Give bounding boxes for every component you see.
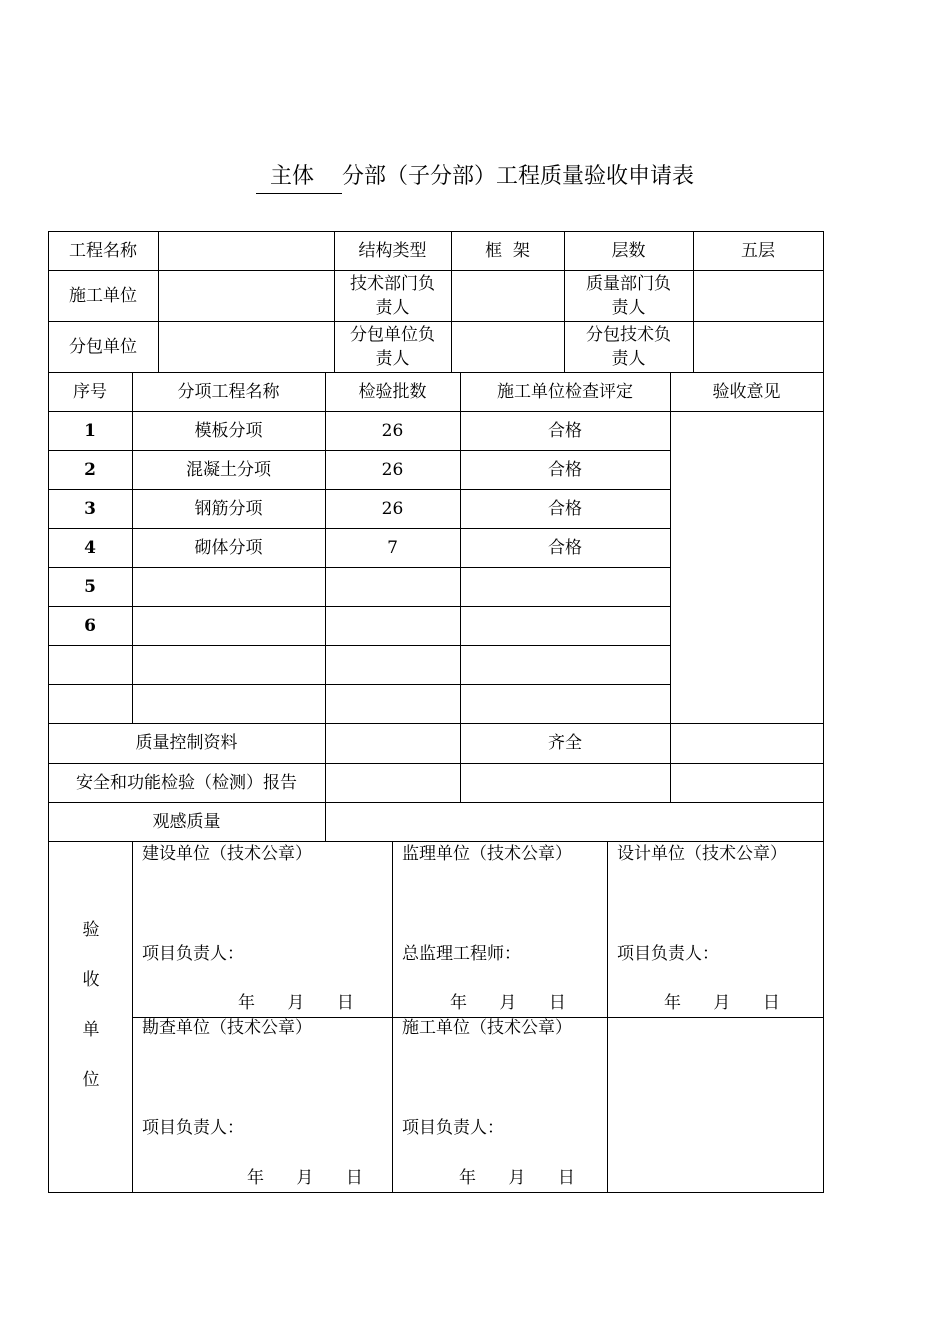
row-number: 6 — [84, 615, 96, 636]
acceptance-opinion-field[interactable] — [670, 411, 823, 723]
sub-tech-head-field[interactable] — [693, 321, 823, 372]
item-name-cell[interactable] — [132, 606, 325, 645]
acceptance-label-char: 单 — [82, 1020, 100, 1040]
acceptance-label-char: 验 — [82, 920, 100, 940]
row-number: 2 — [84, 459, 96, 480]
batch-count-cell[interactable] — [325, 684, 460, 723]
appearance-quality-label: 观感质量 — [152, 811, 221, 832]
unit-seal-label: 施工单位（技术公章） — [402, 1018, 572, 1038]
date-label: 年 月 日 — [450, 993, 566, 1013]
contractor-label: 施工单位 — [69, 285, 137, 306]
tech-dept-head-field[interactable] — [451, 270, 564, 321]
col-header-item-name: 分项工程名称 — [177, 381, 280, 402]
signer-label: 项目负责人： — [402, 1118, 504, 1138]
acceptance-label-char: 位 — [82, 1070, 100, 1090]
signer-label: 项目负责人： — [142, 944, 244, 964]
tech-dept-head-label: 技术部门负责人 — [350, 273, 435, 318]
rating-cell[interactable] — [460, 645, 670, 684]
floors-field[interactable]: 五层 — [741, 240, 775, 261]
quality-dept-head-label: 质量部门负责人 — [586, 273, 671, 318]
floors-label: 层数 — [611, 240, 646, 261]
col-header-batches: 检验批数 — [358, 381, 427, 402]
batch-count-cell[interactable] — [325, 606, 460, 645]
rating-cell[interactable]: 合格 — [548, 498, 582, 519]
row-number: 5 — [84, 576, 96, 597]
rating-cell[interactable]: 合格 — [548, 420, 582, 441]
batch-count-cell[interactable]: 26 — [381, 420, 404, 441]
unit-seal-label: 设计单位（技术公章） — [617, 844, 787, 864]
col-header-no: 序号 — [73, 381, 107, 402]
item-name-cell[interactable]: 砌体分项 — [194, 537, 263, 558]
item-name-cell[interactable]: 模板分项 — [194, 420, 263, 441]
row-number: 4 — [84, 537, 96, 558]
contractor-field[interactable] — [158, 270, 334, 321]
row-number: 1 — [84, 420, 96, 441]
sub-tech-head-label: 分包技术负责人 — [586, 324, 671, 369]
quality-dept-head-field[interactable] — [693, 270, 823, 321]
signer-label: 项目负责人： — [617, 944, 719, 964]
date-label: 年 月 日 — [247, 1168, 363, 1188]
appearance-quality-field[interactable] — [325, 802, 823, 841]
date-label: 年 月 日 — [459, 1168, 575, 1188]
structure-type-label: 结构类型 — [358, 240, 427, 261]
rating-cell[interactable]: 合格 — [548, 459, 582, 480]
signer-label: 总监理工程师： — [402, 944, 521, 964]
title-fill-field: 主体 — [256, 161, 342, 194]
col-header-opinion: 验收意见 — [712, 381, 781, 402]
structure-type-field[interactable]: 框 架 — [485, 240, 530, 261]
acceptance-units-label — [49, 905, 133, 1105]
item-name-cell[interactable]: 钢筋分项 — [194, 498, 263, 519]
rating-cell[interactable] — [460, 567, 670, 606]
title-text: 分部（子分部）工程质量验收申请表 — [341, 164, 694, 189]
row-number — [48, 684, 132, 723]
unit-seal-label: 监理单位（技术公章） — [402, 844, 572, 864]
sub-unit-head-field[interactable] — [451, 321, 564, 372]
unit-seal-label: 勘查单位（技术公章） — [142, 1018, 312, 1038]
safety-report-rating[interactable] — [460, 763, 670, 802]
subcontractor-label: 分包单位 — [69, 336, 137, 357]
safety-report-label: 安全和功能检验（检测）报告 — [76, 772, 297, 793]
quality-docs-label: 质量控制资料 — [135, 733, 238, 753]
date-label: 年 月 日 — [664, 993, 780, 1013]
item-name-cell[interactable] — [132, 684, 325, 723]
rating-cell[interactable] — [460, 606, 670, 645]
item-name-cell[interactable]: 混凝土分项 — [186, 459, 271, 480]
quality-docs-field[interactable] — [325, 723, 460, 763]
batch-count-cell[interactable]: 7 — [387, 537, 398, 558]
safety-report-opinion[interactable] — [670, 763, 823, 802]
acceptance-label-char: 收 — [82, 970, 100, 990]
project-name-field[interactable] — [158, 231, 334, 270]
signer-label: 项目负责人： — [142, 1118, 244, 1138]
batch-count-cell[interactable]: 26 — [381, 459, 404, 480]
batch-count-cell[interactable] — [325, 645, 460, 684]
unit-seal-label: 建设单位（技术公章） — [142, 844, 312, 864]
quality-docs-opinion[interactable] — [670, 723, 823, 763]
sub-unit-head-label: 分包单位负责人 — [350, 324, 435, 369]
subcontractor-field[interactable] — [158, 321, 334, 372]
row-number — [48, 645, 132, 684]
col-header-rating: 施工单位检查评定 — [497, 381, 633, 402]
project-name-label: 工程名称 — [69, 240, 137, 261]
batch-count-cell[interactable] — [325, 567, 460, 606]
rating-cell[interactable] — [460, 684, 670, 723]
empty-signature-cell — [607, 1017, 823, 1192]
item-name-cell[interactable] — [132, 645, 325, 684]
quality-docs-rating[interactable]: 齐全 — [548, 733, 582, 753]
date-label: 年 月 日 — [238, 993, 354, 1013]
rating-cell[interactable]: 合格 — [548, 537, 582, 558]
safety-report-field[interactable] — [325, 763, 460, 802]
row-number: 3 — [84, 498, 96, 519]
item-name-cell[interactable] — [132, 567, 325, 606]
batch-count-cell[interactable]: 26 — [381, 498, 404, 519]
